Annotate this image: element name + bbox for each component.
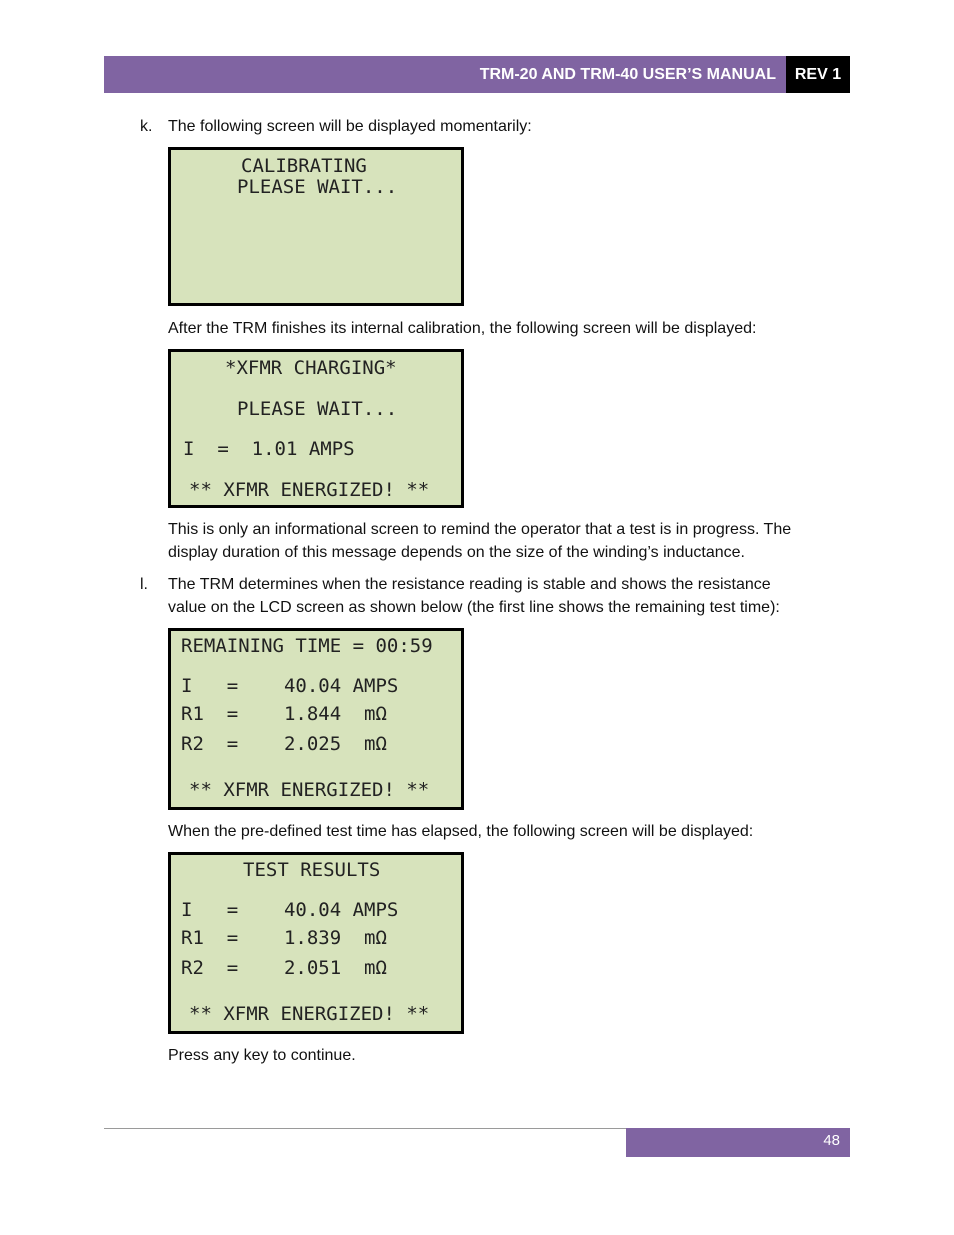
lcd-line: R1 = 1.844 mΩ <box>181 703 387 725</box>
lcd-line: I = 1.01 AMPS <box>183 438 355 460</box>
step-l-marker: l. <box>140 576 148 593</box>
manual-title: TRM-20 AND TRM-40 USER’S MANUAL <box>479 66 776 83</box>
lcd-line: REMAINING TIME = 00:59 <box>181 635 433 657</box>
revision-badge: REV 1 <box>786 56 850 93</box>
lcd-screen-calibrating <box>168 147 464 306</box>
header-bar <box>104 56 786 93</box>
lcd-line: R2 = 2.025 mΩ <box>181 733 387 755</box>
lcd-screen-charging <box>168 349 464 508</box>
step-k-text: The following screen will be displayed momentarily: <box>168 118 532 135</box>
footer-bar <box>626 1128 850 1157</box>
lcd-line: I = 40.04 AMPS <box>181 675 399 697</box>
step-l-line-2: value on the LCD screen as shown below (the first line shows the remaining test time): <box>168 599 780 616</box>
lcd-line: CALIBRATING <box>241 155 367 177</box>
step-l-line-1: The TRM determines when the resistance reading is stable and shows the resistance <box>168 576 771 593</box>
paragraph-press-key: Press any key to continue. <box>168 1047 356 1064</box>
lcd-line: PLEASE WAIT... <box>237 398 398 420</box>
lcd-line: R1 = 1.839 mΩ <box>181 927 387 949</box>
lcd-screen-remaining-time <box>168 628 464 810</box>
lcd-line: ** XFMR ENERGIZED! ** <box>189 479 430 501</box>
lcd-line: *XFMR CHARGING* <box>225 357 397 379</box>
paragraph-info-line-1: This is only an informational screen to remind the operator that a test is in progress. The <box>168 521 792 538</box>
lcd-line: ** XFMR ENERGIZED! ** <box>189 1003 430 1025</box>
lcd-line: R2 = 2.051 mΩ <box>181 957 387 979</box>
step-k-marker: k. <box>140 118 153 135</box>
lcd-line: I = 40.04 AMPS <box>181 899 399 921</box>
paragraph-elapsed: When the pre-defined test time has elapsed, the following screen will be displayed: <box>168 823 754 840</box>
lcd-line: TEST RESULTS <box>243 859 381 881</box>
paragraph-info-line-2: display duration of this message depends on the size of the winding’s inductance. <box>168 544 745 561</box>
footer-divider <box>104 1128 626 1129</box>
lcd-line: PLEASE WAIT... <box>237 176 398 198</box>
lcd-screen-test-results <box>168 852 464 1034</box>
paragraph-after-calibration: After the TRM finishes its internal calibration, the following screen will be displayed: <box>168 320 757 337</box>
page-number: 48 <box>823 1132 840 1149</box>
lcd-line: ** XFMR ENERGIZED! ** <box>189 779 430 801</box>
